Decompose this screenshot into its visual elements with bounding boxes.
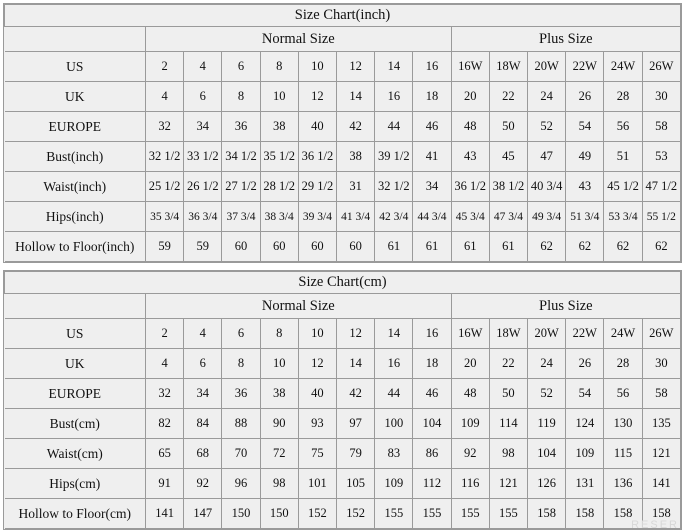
table-cell: 155 bbox=[375, 499, 413, 529]
table-cell: 45 bbox=[489, 142, 527, 172]
table-cell: 54 bbox=[566, 379, 604, 409]
table-cell: 104 bbox=[413, 409, 451, 439]
table-cell: 38 1/2 bbox=[489, 172, 527, 202]
table-cell: 104 bbox=[528, 439, 566, 469]
table-cell: 70 bbox=[222, 439, 260, 469]
table-cell: 6 bbox=[184, 349, 222, 379]
table-cell: 26 1/2 bbox=[184, 172, 222, 202]
table-cell: 84 bbox=[184, 409, 222, 439]
table-cell: 38 bbox=[337, 142, 375, 172]
table-cell: 65 bbox=[146, 439, 184, 469]
table-cell: 75 bbox=[298, 439, 336, 469]
row-header: Hips(cm) bbox=[5, 469, 146, 499]
table-cell: 6 bbox=[184, 82, 222, 112]
table-cell: 96 bbox=[222, 469, 260, 499]
table-cell: 32 1/2 bbox=[375, 172, 413, 202]
table-cell: 8 bbox=[222, 82, 260, 112]
table-cell: 14 bbox=[337, 82, 375, 112]
table-cell: 20W bbox=[528, 319, 566, 349]
row-header: Bust(cm) bbox=[5, 409, 146, 439]
table-cell: 20 bbox=[451, 349, 489, 379]
table-cell: 36 bbox=[222, 112, 260, 142]
table-cell: 93 bbox=[298, 409, 336, 439]
table-cell: 53 bbox=[642, 142, 680, 172]
table-cell: 2 bbox=[146, 52, 184, 82]
table-cell: 61 bbox=[413, 232, 451, 262]
table-cell: 72 bbox=[260, 439, 298, 469]
size-chart-cm-table bbox=[4, 271, 681, 529]
table-cell: 34 bbox=[413, 172, 451, 202]
table-cell: 52 bbox=[528, 112, 566, 142]
table-cell: 43 bbox=[451, 142, 489, 172]
table-cell: 40 bbox=[298, 112, 336, 142]
table-cell: 68 bbox=[184, 439, 222, 469]
table-cell: 141 bbox=[642, 469, 680, 499]
table-cell: 88 bbox=[222, 409, 260, 439]
table-row bbox=[5, 469, 681, 499]
table-cell: 2 bbox=[146, 319, 184, 349]
table-cell: 26W bbox=[642, 52, 680, 82]
table-cell: 158 bbox=[642, 499, 680, 529]
size-chart-cm-block bbox=[3, 270, 682, 530]
table-cell: 44 3/4 bbox=[413, 202, 451, 232]
row-header: US bbox=[5, 52, 146, 82]
group-blank-cell bbox=[5, 294, 146, 319]
row-header: Hips(inch) bbox=[5, 202, 146, 232]
table-cell: 16 bbox=[413, 52, 451, 82]
table-cell: 14 bbox=[375, 52, 413, 82]
table-cell: 22W bbox=[566, 52, 604, 82]
table-cell: 141 bbox=[146, 499, 184, 529]
table-row bbox=[5, 379, 681, 409]
table-cell: 32 1/2 bbox=[146, 142, 184, 172]
table-cell: 131 bbox=[566, 469, 604, 499]
table-cell: 34 bbox=[184, 112, 222, 142]
table-cell: 22 bbox=[489, 82, 527, 112]
table-cell: 34 bbox=[184, 379, 222, 409]
table-cell: 152 bbox=[337, 499, 375, 529]
table-cell: 61 bbox=[451, 232, 489, 262]
group-plus-size: Plus Size bbox=[451, 294, 680, 319]
table-cell: 121 bbox=[489, 469, 527, 499]
table-cell: 155 bbox=[489, 499, 527, 529]
group-blank-cell bbox=[5, 27, 146, 52]
table-cell: 109 bbox=[375, 469, 413, 499]
table-cell: 158 bbox=[566, 499, 604, 529]
table-cell: 38 bbox=[260, 379, 298, 409]
table-cell: 4 bbox=[146, 349, 184, 379]
chart-title: Size Chart(inch) bbox=[5, 5, 681, 27]
table-cell: 119 bbox=[528, 409, 566, 439]
table-cell: 38 bbox=[260, 112, 298, 142]
table-cell: 26W bbox=[642, 319, 680, 349]
table-cell: 18W bbox=[489, 319, 527, 349]
table-cell: 6 bbox=[222, 52, 260, 82]
table-cell: 50 bbox=[489, 379, 527, 409]
table-cell: 98 bbox=[489, 439, 527, 469]
table-cell: 4 bbox=[184, 52, 222, 82]
size-chart-inch-block bbox=[3, 3, 682, 263]
table-row bbox=[5, 439, 681, 469]
table-cell: 44 bbox=[375, 112, 413, 142]
table-cell: 43 bbox=[566, 172, 604, 202]
size-chart-inch-table bbox=[4, 4, 681, 262]
table-cell: 20 bbox=[451, 82, 489, 112]
table-row bbox=[5, 499, 681, 529]
table-cell: 16 bbox=[375, 82, 413, 112]
table-cell: 10 bbox=[260, 349, 298, 379]
table-cell: 36 3/4 bbox=[184, 202, 222, 232]
table-cell: 49 bbox=[566, 142, 604, 172]
table-cell: 155 bbox=[413, 499, 451, 529]
table-cell: 12 bbox=[298, 82, 336, 112]
table-cell: 12 bbox=[337, 52, 375, 82]
table-cell: 62 bbox=[604, 232, 642, 262]
table-cell: 48 bbox=[451, 379, 489, 409]
table-cell: 61 bbox=[489, 232, 527, 262]
table-cell: 35 3/4 bbox=[146, 202, 184, 232]
table-cell: 100 bbox=[375, 409, 413, 439]
chart-title-row bbox=[5, 5, 681, 27]
table-row bbox=[5, 409, 681, 439]
table-row bbox=[5, 319, 681, 349]
table-cell: 46 bbox=[413, 379, 451, 409]
table-cell: 90 bbox=[260, 409, 298, 439]
table-cell: 105 bbox=[337, 469, 375, 499]
table-cell: 35 1/2 bbox=[260, 142, 298, 172]
row-header: Bust(inch) bbox=[5, 142, 146, 172]
table-cell: 10 bbox=[260, 82, 298, 112]
watermark: RESER bbox=[631, 519, 679, 531]
table-cell: 8 bbox=[260, 319, 298, 349]
table-cell: 29 1/2 bbox=[298, 172, 336, 202]
table-cell: 115 bbox=[604, 439, 642, 469]
table-cell: 51 bbox=[604, 142, 642, 172]
table-cell: 86 bbox=[413, 439, 451, 469]
table-cell: 4 bbox=[184, 319, 222, 349]
table-cell: 54 bbox=[566, 112, 604, 142]
table-cell: 10 bbox=[298, 52, 336, 82]
table-cell: 24 bbox=[528, 349, 566, 379]
table-row bbox=[5, 52, 681, 82]
row-header: UK bbox=[5, 349, 146, 379]
chart-group-row bbox=[5, 27, 681, 52]
table-cell: 60 bbox=[222, 232, 260, 262]
table-cell: 36 bbox=[222, 379, 260, 409]
table-cell: 40 bbox=[298, 379, 336, 409]
table-cell: 36 1/2 bbox=[451, 172, 489, 202]
table-cell: 22 bbox=[489, 349, 527, 379]
table-cell: 130 bbox=[604, 409, 642, 439]
table-cell: 16 bbox=[375, 349, 413, 379]
size-chart-page bbox=[0, 3, 685, 532]
table-row bbox=[5, 232, 681, 262]
table-cell: 8 bbox=[222, 349, 260, 379]
table-cell: 33 1/2 bbox=[184, 142, 222, 172]
table-cell: 32 bbox=[146, 112, 184, 142]
table-cell: 147 bbox=[184, 499, 222, 529]
table-cell: 44 bbox=[375, 379, 413, 409]
table-cell: 8 bbox=[260, 52, 298, 82]
table-cell: 42 3/4 bbox=[375, 202, 413, 232]
table-cell: 47 1/2 bbox=[642, 172, 680, 202]
table-cell: 18 bbox=[413, 82, 451, 112]
table-cell: 41 3/4 bbox=[337, 202, 375, 232]
table-cell: 59 bbox=[146, 232, 184, 262]
table-cell: 50 bbox=[489, 112, 527, 142]
table-cell: 55 1/2 bbox=[642, 202, 680, 232]
table-cell: 34 1/2 bbox=[222, 142, 260, 172]
row-header: Waist(cm) bbox=[5, 439, 146, 469]
chart-title-row bbox=[5, 272, 681, 294]
table-cell: 82 bbox=[146, 409, 184, 439]
table-cell: 25 1/2 bbox=[146, 172, 184, 202]
table-cell: 26 bbox=[566, 82, 604, 112]
table-cell: 92 bbox=[451, 439, 489, 469]
table-cell: 30 bbox=[642, 82, 680, 112]
table-cell: 28 bbox=[604, 349, 642, 379]
table-cell: 28 1/2 bbox=[260, 172, 298, 202]
table-cell: 97 bbox=[337, 409, 375, 439]
group-normal-size: Normal Size bbox=[146, 294, 452, 319]
table-cell: 37 3/4 bbox=[222, 202, 260, 232]
table-cell: 60 bbox=[337, 232, 375, 262]
table-cell: 109 bbox=[566, 439, 604, 469]
table-cell: 16W bbox=[451, 52, 489, 82]
table-row bbox=[5, 142, 681, 172]
table-cell: 48 bbox=[451, 112, 489, 142]
table-cell: 61 bbox=[375, 232, 413, 262]
row-header: Hollow to Floor(cm) bbox=[5, 499, 146, 529]
table-cell: 58 bbox=[642, 379, 680, 409]
row-header: US bbox=[5, 319, 146, 349]
table-cell: 59 bbox=[184, 232, 222, 262]
table-cell: 152 bbox=[298, 499, 336, 529]
table-cell: 158 bbox=[604, 499, 642, 529]
table-cell: 39 3/4 bbox=[298, 202, 336, 232]
row-header: Hollow to Floor(inch) bbox=[5, 232, 146, 262]
table-cell: 24W bbox=[604, 52, 642, 82]
row-header: UK bbox=[5, 82, 146, 112]
table-row bbox=[5, 172, 681, 202]
table-cell: 41 bbox=[413, 142, 451, 172]
table-row bbox=[5, 202, 681, 232]
table-cell: 47 3/4 bbox=[489, 202, 527, 232]
table-cell: 36 1/2 bbox=[298, 142, 336, 172]
table-row bbox=[5, 349, 681, 379]
table-cell: 32 bbox=[146, 379, 184, 409]
table-cell: 124 bbox=[566, 409, 604, 439]
table-cell: 10 bbox=[298, 319, 336, 349]
group-normal-size: Normal Size bbox=[146, 27, 452, 52]
table-cell: 121 bbox=[642, 439, 680, 469]
table-cell: 40 3/4 bbox=[528, 172, 566, 202]
table-cell: 101 bbox=[298, 469, 336, 499]
table-row bbox=[5, 82, 681, 112]
row-header: EUROPE bbox=[5, 379, 146, 409]
table-cell: 52 bbox=[528, 379, 566, 409]
table-cell: 24 bbox=[528, 82, 566, 112]
table-cell: 28 bbox=[604, 82, 642, 112]
table-cell: 42 bbox=[337, 112, 375, 142]
table-cell: 98 bbox=[260, 469, 298, 499]
table-row bbox=[5, 112, 681, 142]
table-cell: 114 bbox=[489, 409, 527, 439]
group-plus-size: Plus Size bbox=[451, 27, 680, 52]
row-header: EUROPE bbox=[5, 112, 146, 142]
table-cell: 62 bbox=[528, 232, 566, 262]
table-cell: 16 bbox=[413, 319, 451, 349]
table-cell: 12 bbox=[298, 349, 336, 379]
table-cell: 47 bbox=[528, 142, 566, 172]
table-cell: 14 bbox=[337, 349, 375, 379]
table-cell: 45 3/4 bbox=[451, 202, 489, 232]
chart-group-row bbox=[5, 294, 681, 319]
table-cell: 27 1/2 bbox=[222, 172, 260, 202]
table-cell: 56 bbox=[604, 112, 642, 142]
table-cell: 39 1/2 bbox=[375, 142, 413, 172]
table-cell: 18W bbox=[489, 52, 527, 82]
table-cell: 56 bbox=[604, 379, 642, 409]
table-cell: 83 bbox=[375, 439, 413, 469]
chart-title: Size Chart(cm) bbox=[5, 272, 681, 294]
table-cell: 4 bbox=[146, 82, 184, 112]
table-cell: 92 bbox=[184, 469, 222, 499]
table-cell: 14 bbox=[375, 319, 413, 349]
table-cell: 58 bbox=[642, 112, 680, 142]
table-cell: 6 bbox=[222, 319, 260, 349]
table-cell: 12 bbox=[337, 319, 375, 349]
table-cell: 22W bbox=[566, 319, 604, 349]
table-cell: 26 bbox=[566, 349, 604, 379]
table-cell: 150 bbox=[260, 499, 298, 529]
table-cell: 79 bbox=[337, 439, 375, 469]
table-cell: 91 bbox=[146, 469, 184, 499]
table-cell: 150 bbox=[222, 499, 260, 529]
table-cell: 116 bbox=[451, 469, 489, 499]
table-cell: 51 3/4 bbox=[566, 202, 604, 232]
table-cell: 42 bbox=[337, 379, 375, 409]
table-cell: 136 bbox=[604, 469, 642, 499]
table-cell: 62 bbox=[642, 232, 680, 262]
table-cell: 46 bbox=[413, 112, 451, 142]
table-cell: 155 bbox=[451, 499, 489, 529]
table-cell: 24W bbox=[604, 319, 642, 349]
table-cell: 20W bbox=[528, 52, 566, 82]
table-cell: 53 3/4 bbox=[604, 202, 642, 232]
table-cell: 60 bbox=[298, 232, 336, 262]
table-cell: 31 bbox=[337, 172, 375, 202]
table-cell: 38 3/4 bbox=[260, 202, 298, 232]
table-cell: 62 bbox=[566, 232, 604, 262]
table-cell: 126 bbox=[528, 469, 566, 499]
table-cell: 112 bbox=[413, 469, 451, 499]
row-header: Waist(inch) bbox=[5, 172, 146, 202]
table-cell: 135 bbox=[642, 409, 680, 439]
table-cell: 16W bbox=[451, 319, 489, 349]
table-cell: 49 3/4 bbox=[528, 202, 566, 232]
table-cell: 60 bbox=[260, 232, 298, 262]
table-cell: 45 1/2 bbox=[604, 172, 642, 202]
table-cell: 109 bbox=[451, 409, 489, 439]
table-cell: 30 bbox=[642, 349, 680, 379]
table-cell: 18 bbox=[413, 349, 451, 379]
table-cell: 158 bbox=[528, 499, 566, 529]
